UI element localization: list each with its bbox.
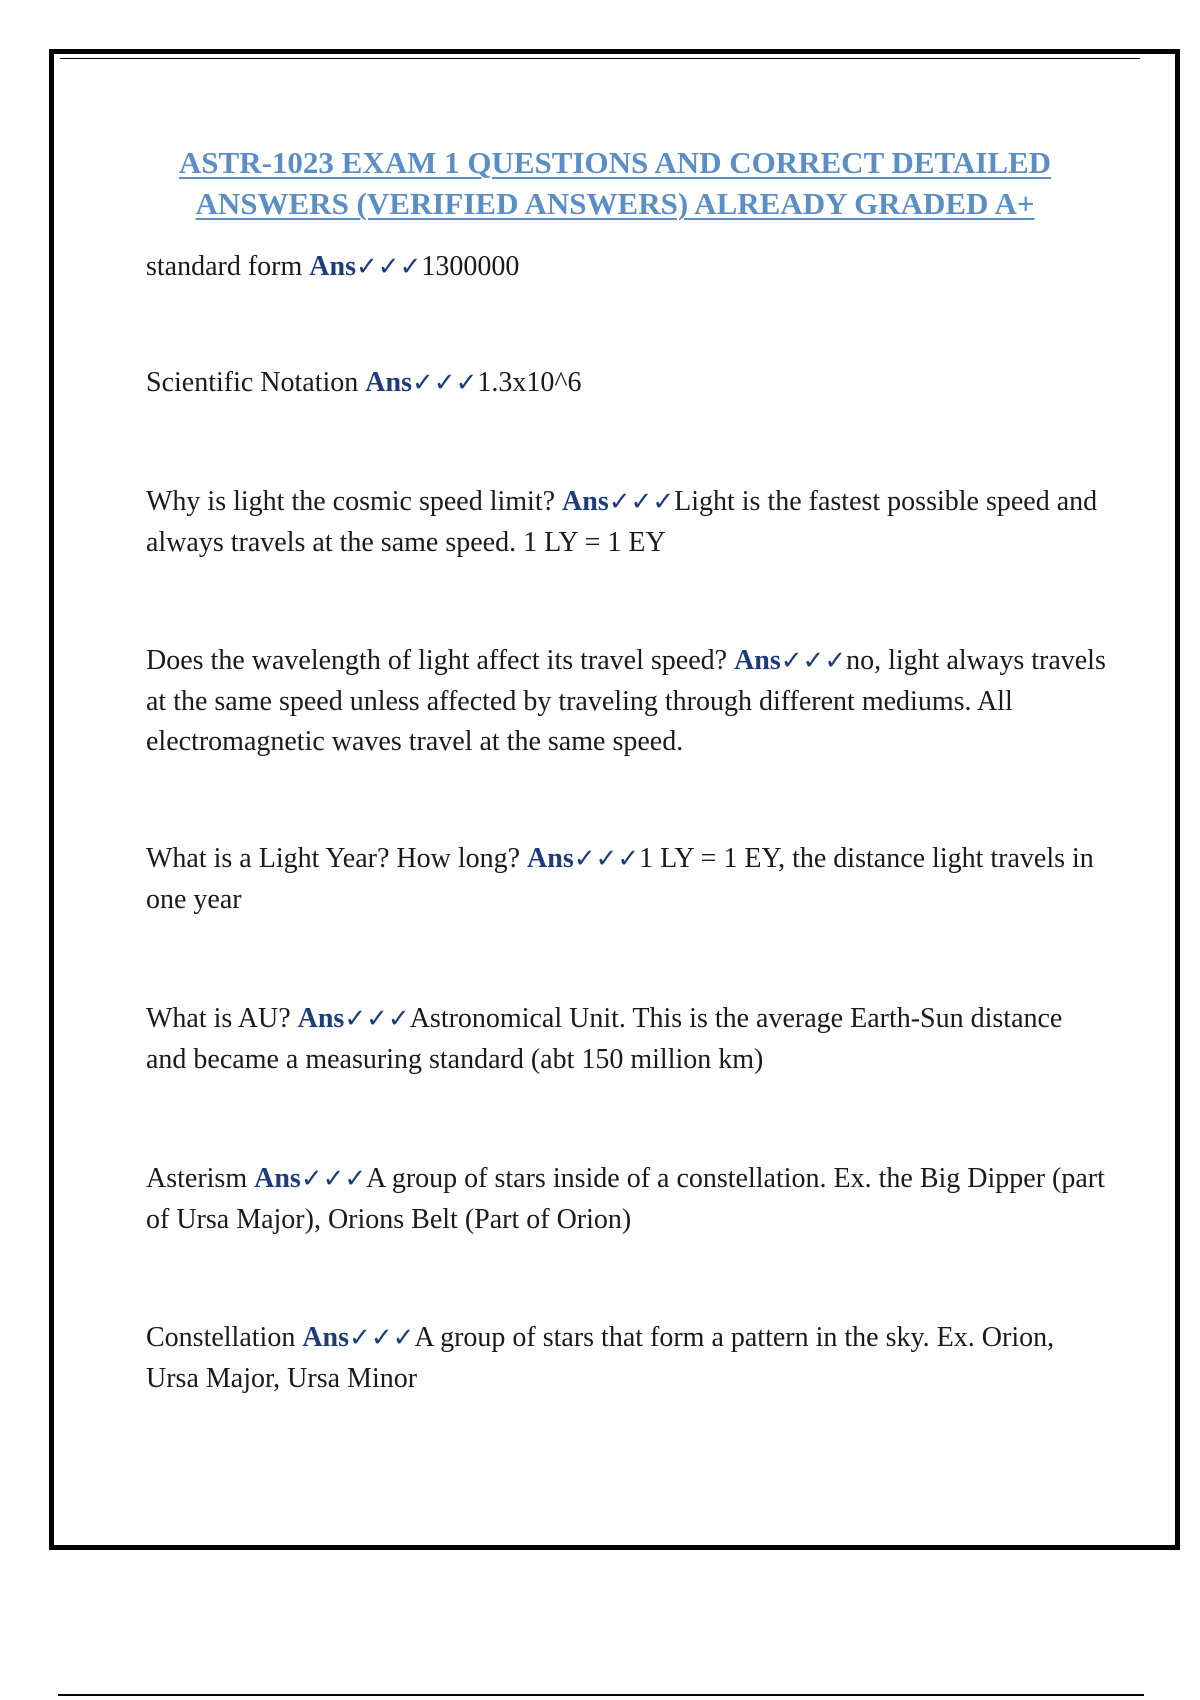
qa-item <box>146 482 1106 641</box>
check-marks-icon: ✓✓✓ <box>349 1323 415 1353</box>
check-marks-icon: ✓✓✓ <box>300 1164 367 1194</box>
answer-text: 1.3x10^6 <box>477 367 582 398</box>
question-text: Scientific Notation <box>146 367 366 398</box>
answer-text: Light is the fastest possible speed and always travels at the same speed. 1 LY = 1 EY <box>146 486 1098 558</box>
answer-text: 1300000 <box>421 251 520 282</box>
qa-item <box>146 999 1106 1159</box>
answer-text: no, light always travels at the same speed unless affected by traveling through different mediums. All electromagnetic waves travel at the same speed. <box>146 645 1106 757</box>
answer-marker: Ans <box>309 251 356 282</box>
answer-marker: Ans <box>365 367 412 398</box>
qa-item <box>146 641 1106 839</box>
check-marks-icon: ✓✓✓ <box>412 368 478 398</box>
answer-marker: Ans <box>302 1322 350 1353</box>
answer-marker: Ans <box>297 1003 345 1034</box>
answer-marker: Ans <box>734 645 781 676</box>
question-text: What is AU? <box>146 1003 298 1034</box>
answer-marker: Ans <box>254 1163 301 1194</box>
top-rule <box>60 58 1140 59</box>
question-text: Asterism <box>146 1163 255 1194</box>
check-marks-icon: ✓✓✓ <box>608 487 675 517</box>
check-marks-icon: ✓✓✓ <box>573 844 640 874</box>
check-marks-icon: ✓✓✓ <box>344 1004 410 1034</box>
qa-list <box>146 247 1106 1399</box>
qa-item <box>146 1159 1106 1318</box>
qa-item <box>146 1318 1106 1399</box>
question-text: Constellation <box>146 1322 303 1353</box>
qa-item <box>146 247 1106 363</box>
footer-rule <box>58 1694 1144 1696</box>
answer-marker: Ans <box>527 843 574 874</box>
answer-text: A group of stars that form a pattern in the sky. Ex. Orion, Ursa Major, Ursa Minor <box>146 1322 1055 1394</box>
question-text: Why is light the cosmic speed limit? <box>146 486 563 517</box>
question-text: Does the wavelength of light affect its travel speed? <box>146 645 735 676</box>
check-marks-icon: ✓✓✓ <box>356 252 422 282</box>
answer-text: A group of stars inside of a constellation. Ex. the Big Dipper (part of Ursa Major), Orions Belt (Part of Orion) <box>146 1163 1105 1235</box>
answer-marker: Ans <box>562 486 609 517</box>
check-marks-icon: ✓✓✓ <box>780 646 847 676</box>
question-text: What is a Light Year? How long? <box>146 843 528 874</box>
document-title: ASTR-1023 EXAM 1 QUESTIONS AND CORRECT DETAILED ANSWERS (VERIFIED ANSWERS) ALREADY GRADED A+ <box>178 145 1052 221</box>
question-text: standard form <box>146 251 310 282</box>
answer-text: Astronomical Unit. This is the average Earth-Sun distance and became a measuring standard (abt 150 million km) <box>146 1003 1063 1075</box>
qa-item <box>146 839 1106 999</box>
qa-item <box>146 363 1106 482</box>
answer-text: 1 LY = 1 EY, the distance light travels in one year <box>146 843 1094 915</box>
